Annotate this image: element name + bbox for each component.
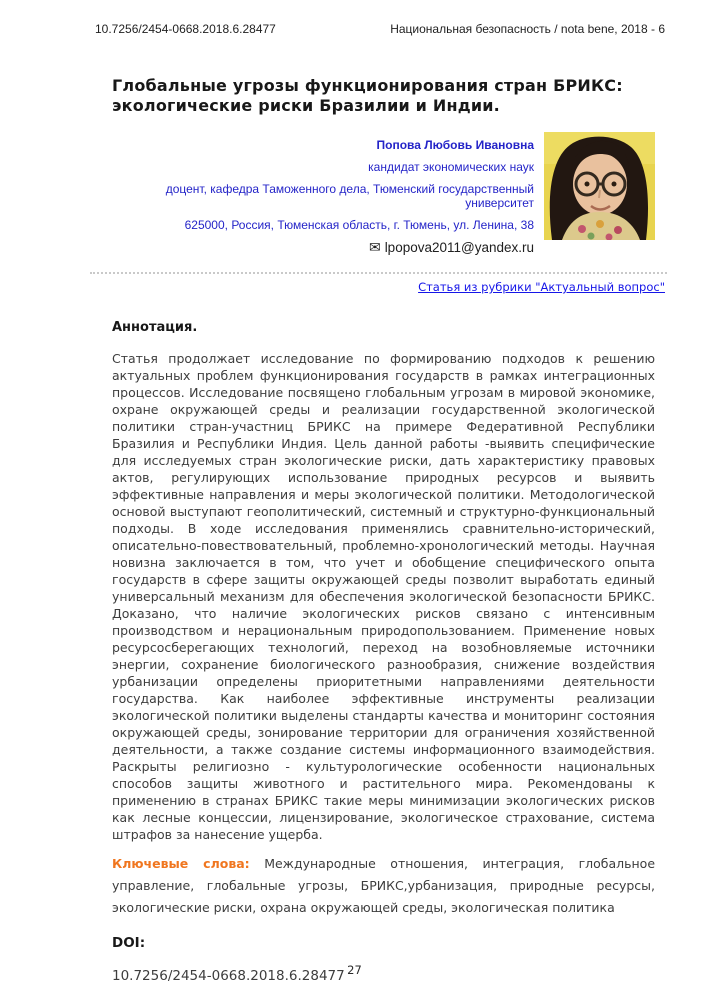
rubric-row xyxy=(112,280,665,294)
keywords-label: Ключевые слова: xyxy=(112,856,250,871)
header-doi: 10.7256/2454-0668.2018.6.28477 xyxy=(95,22,276,36)
author-affiliation: доцент, кафедра Таможенного дела, Тюменский государственный университет xyxy=(165,182,534,210)
author-address: 625000, Россия, Тюменская область, г. Тюмень, ул. Ленина, 38 xyxy=(184,218,534,232)
author-email-row xyxy=(112,240,534,255)
page-footer xyxy=(0,963,709,977)
author-email-link[interactable]: lpopova2011@yandex.ru xyxy=(384,240,534,255)
envelope-icon: ✉ xyxy=(368,239,381,255)
abstract-text: Статья продолжает исследование по формированию подходов к решению актуальных проблем функционирования государств в рамках интеграционных процессов. Исследование посвящено глобальным угрозам в мировой экономике, охране окружающей среды и реализации государственной экологической политики стран-участниц БРИКС на примере Федеративной Республики Бразилия и Республики Индия. Цель данной работы -выявить специфические для исследуемых стран экологические риски, дать характеристику правовых актов, регулирующих использование природных ресурсов и выявить эффективные направления и меры экологической политики. Методологической основой выступают геополитический, системный и структурно-функциональный подходы. В ходе исследования применялись сравнительно-исторический, описательно-повествовательный, проблемно-хронологический методы. Научная новизна заключается в том, что учет и обобщение специфического опыта государств в сфере защиты окружающей среды позволит выработать единый универсальный механизм для обеспечения экологической безопасности БРИКС. Доказано, что наличие экологических рисков связано с интенсивным производством и нерациональным природопользованием. Применение новых ресурсосберегающих технологий, переход на возобновляемые источники энергии, сохранение биологического разнообразия, снижение воздействия урбанизации определены приоритетными направлениями деятельности государства. Как наиболее эффективные инструменты реализации экологической политики выделены стандарты качества и мониторинг состояния окружающей среды, зонирование территории для ограничения хозяйственной деятельности, а также создание системы информационного взаимодействия. Раскрыты религиозно - культурологические особенности национальных способов защиты животного и растительного мира. Рекомендованы к применению в странах БРИКС такие меры минимизации экологических рисков как лесные концессии, лицензирование, экологическое страхование, система штрафов за нанесение ущерба. xyxy=(112,351,655,842)
keywords-paragraph xyxy=(112,853,655,919)
article-title: Глобальные угрозы функционирования стран БРИКС: экологические риски Бразилии и Индии. xyxy=(112,76,623,115)
author-photo xyxy=(544,132,655,240)
keywords-text: Международные отношения, интеграция, глобальное управление, глобальные угрозы, БРИКС,урбанизация, природные ресурсы, экологические риски, охрана окружающей среды, экологическая политика xyxy=(112,856,656,915)
header-journal-title: Национальная безопасность / nota bene, 2018 - 6 xyxy=(390,22,665,36)
page-number: 27 xyxy=(347,963,362,977)
abstract-heading: Аннотация. xyxy=(112,320,198,335)
author-degree: кандидат экономических наук xyxy=(368,160,534,174)
author-portrait-image xyxy=(544,132,655,240)
rubric-link[interactable]: Статья из рубрики "Актуальный вопрос" xyxy=(418,280,665,294)
doi-value: 10.7256/2454-0668.2018.6.28477 xyxy=(112,968,345,984)
author-name: Попова Любовь Ивановна xyxy=(376,138,534,152)
page-header xyxy=(0,0,709,36)
doi-heading: DOI: xyxy=(112,935,146,951)
author-section xyxy=(112,132,655,263)
dotted-divider xyxy=(90,272,667,274)
author-info-block xyxy=(112,132,534,263)
